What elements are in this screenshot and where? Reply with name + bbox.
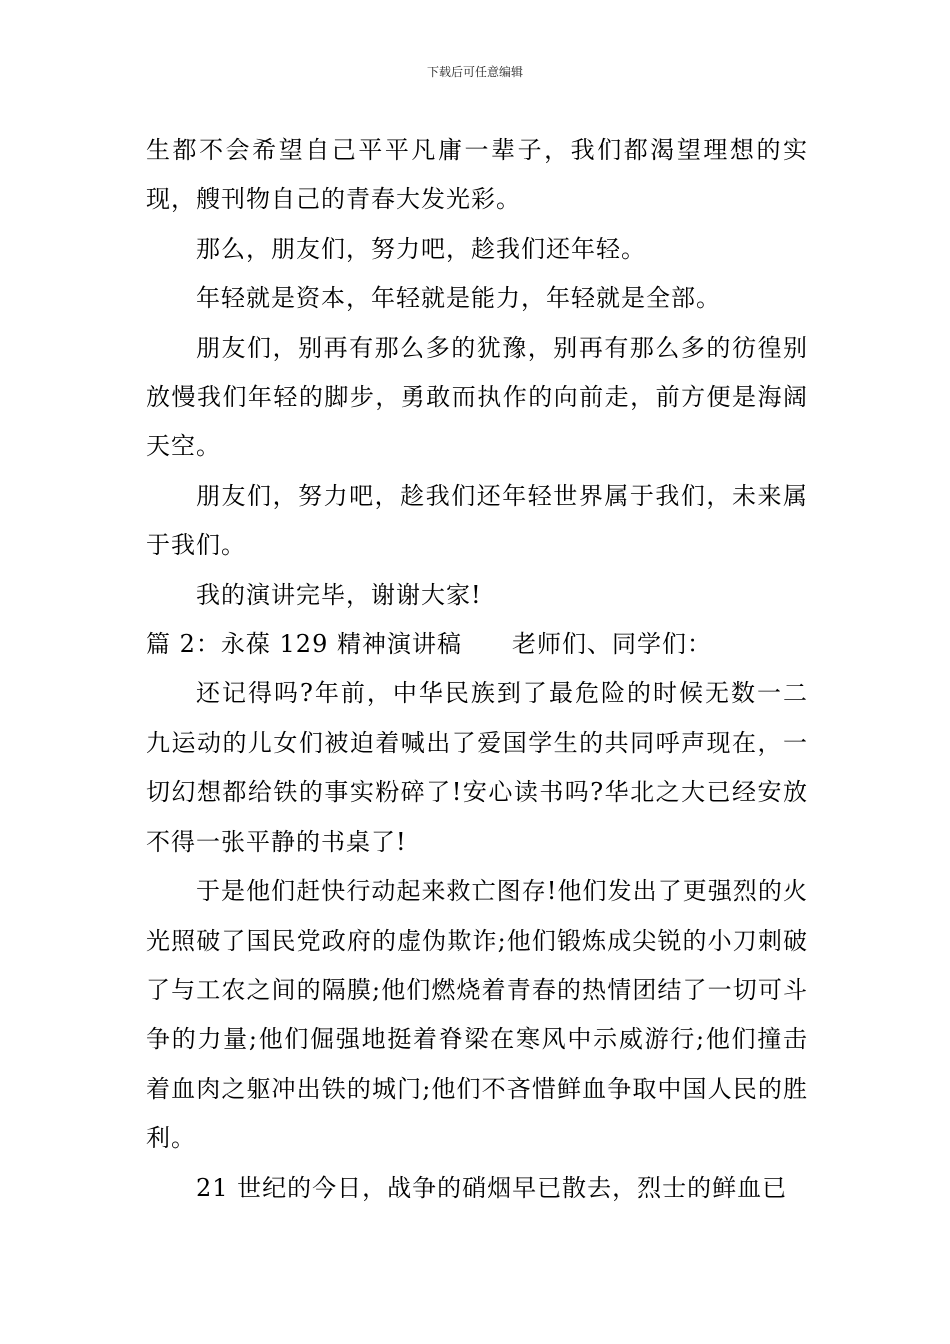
paragraph-continuation: 生都不会希望自己平平凡庸一辈子，我们都渴望理想的实现，艘刊物自己的青春大发光彩。 xyxy=(146,136,808,214)
paragraph: 年轻就是资本，年轻就是能力，年轻就是全部。 xyxy=(196,284,721,313)
paragraph: 于是他们赶快行动起来救亡图存!他们发出了更强烈的火光照破了国民党政府的虚伪欺诈;他们锻炼成尖锐的小刀刺破了与工农之间的隔膜;他们燃烧着青春的热情团结了一切可斗争的力量;他们倔强地挺着脊梁在寒风中示威游行;他们撞击着血肉之躯冲出铁的城门;他们不吝惜鲜血争取中国人民的胜利。 xyxy=(146,877,808,1153)
paragraph: 朋友们，别再有那么多的犹豫，别再有那么多的彷徨别放慢我们年轻的脚步，勇敢而执作的向前走，前方便是海阔天空。 xyxy=(146,333,808,461)
paragraph: 那么，朋友们，努力吧，趁我们还年轻。 xyxy=(196,234,646,263)
section-salutation: 老师们、同学们： xyxy=(511,630,712,659)
section-title: 篇 2：永葆 129 精神演讲稿 xyxy=(146,630,462,659)
paragraph: 朋友们，努力吧，趁我们还年轻世界属于我们，未来属于我们。 xyxy=(146,481,808,560)
document-body xyxy=(146,126,808,1213)
page-header-note: 下载后可任意编辑 xyxy=(426,65,523,79)
paragraph: 还记得吗?年前，中华民族到了最危险的时候无数一二九运动的儿女们被迫着喊出了爱国学生的共同呼声现在，一切幻想都给铁的事实粉碎了!安心读书吗?华北之大已经安放不得一张平静的书桌了! xyxy=(146,679,808,856)
paragraph-truncated: 21 世纪的今日，战争的硝烟早已散去，烈士的鲜血已 xyxy=(196,1173,788,1202)
section-heading-line xyxy=(146,620,808,669)
paragraph-closing: 我的演讲完毕，谢谢大家! xyxy=(196,580,482,609)
